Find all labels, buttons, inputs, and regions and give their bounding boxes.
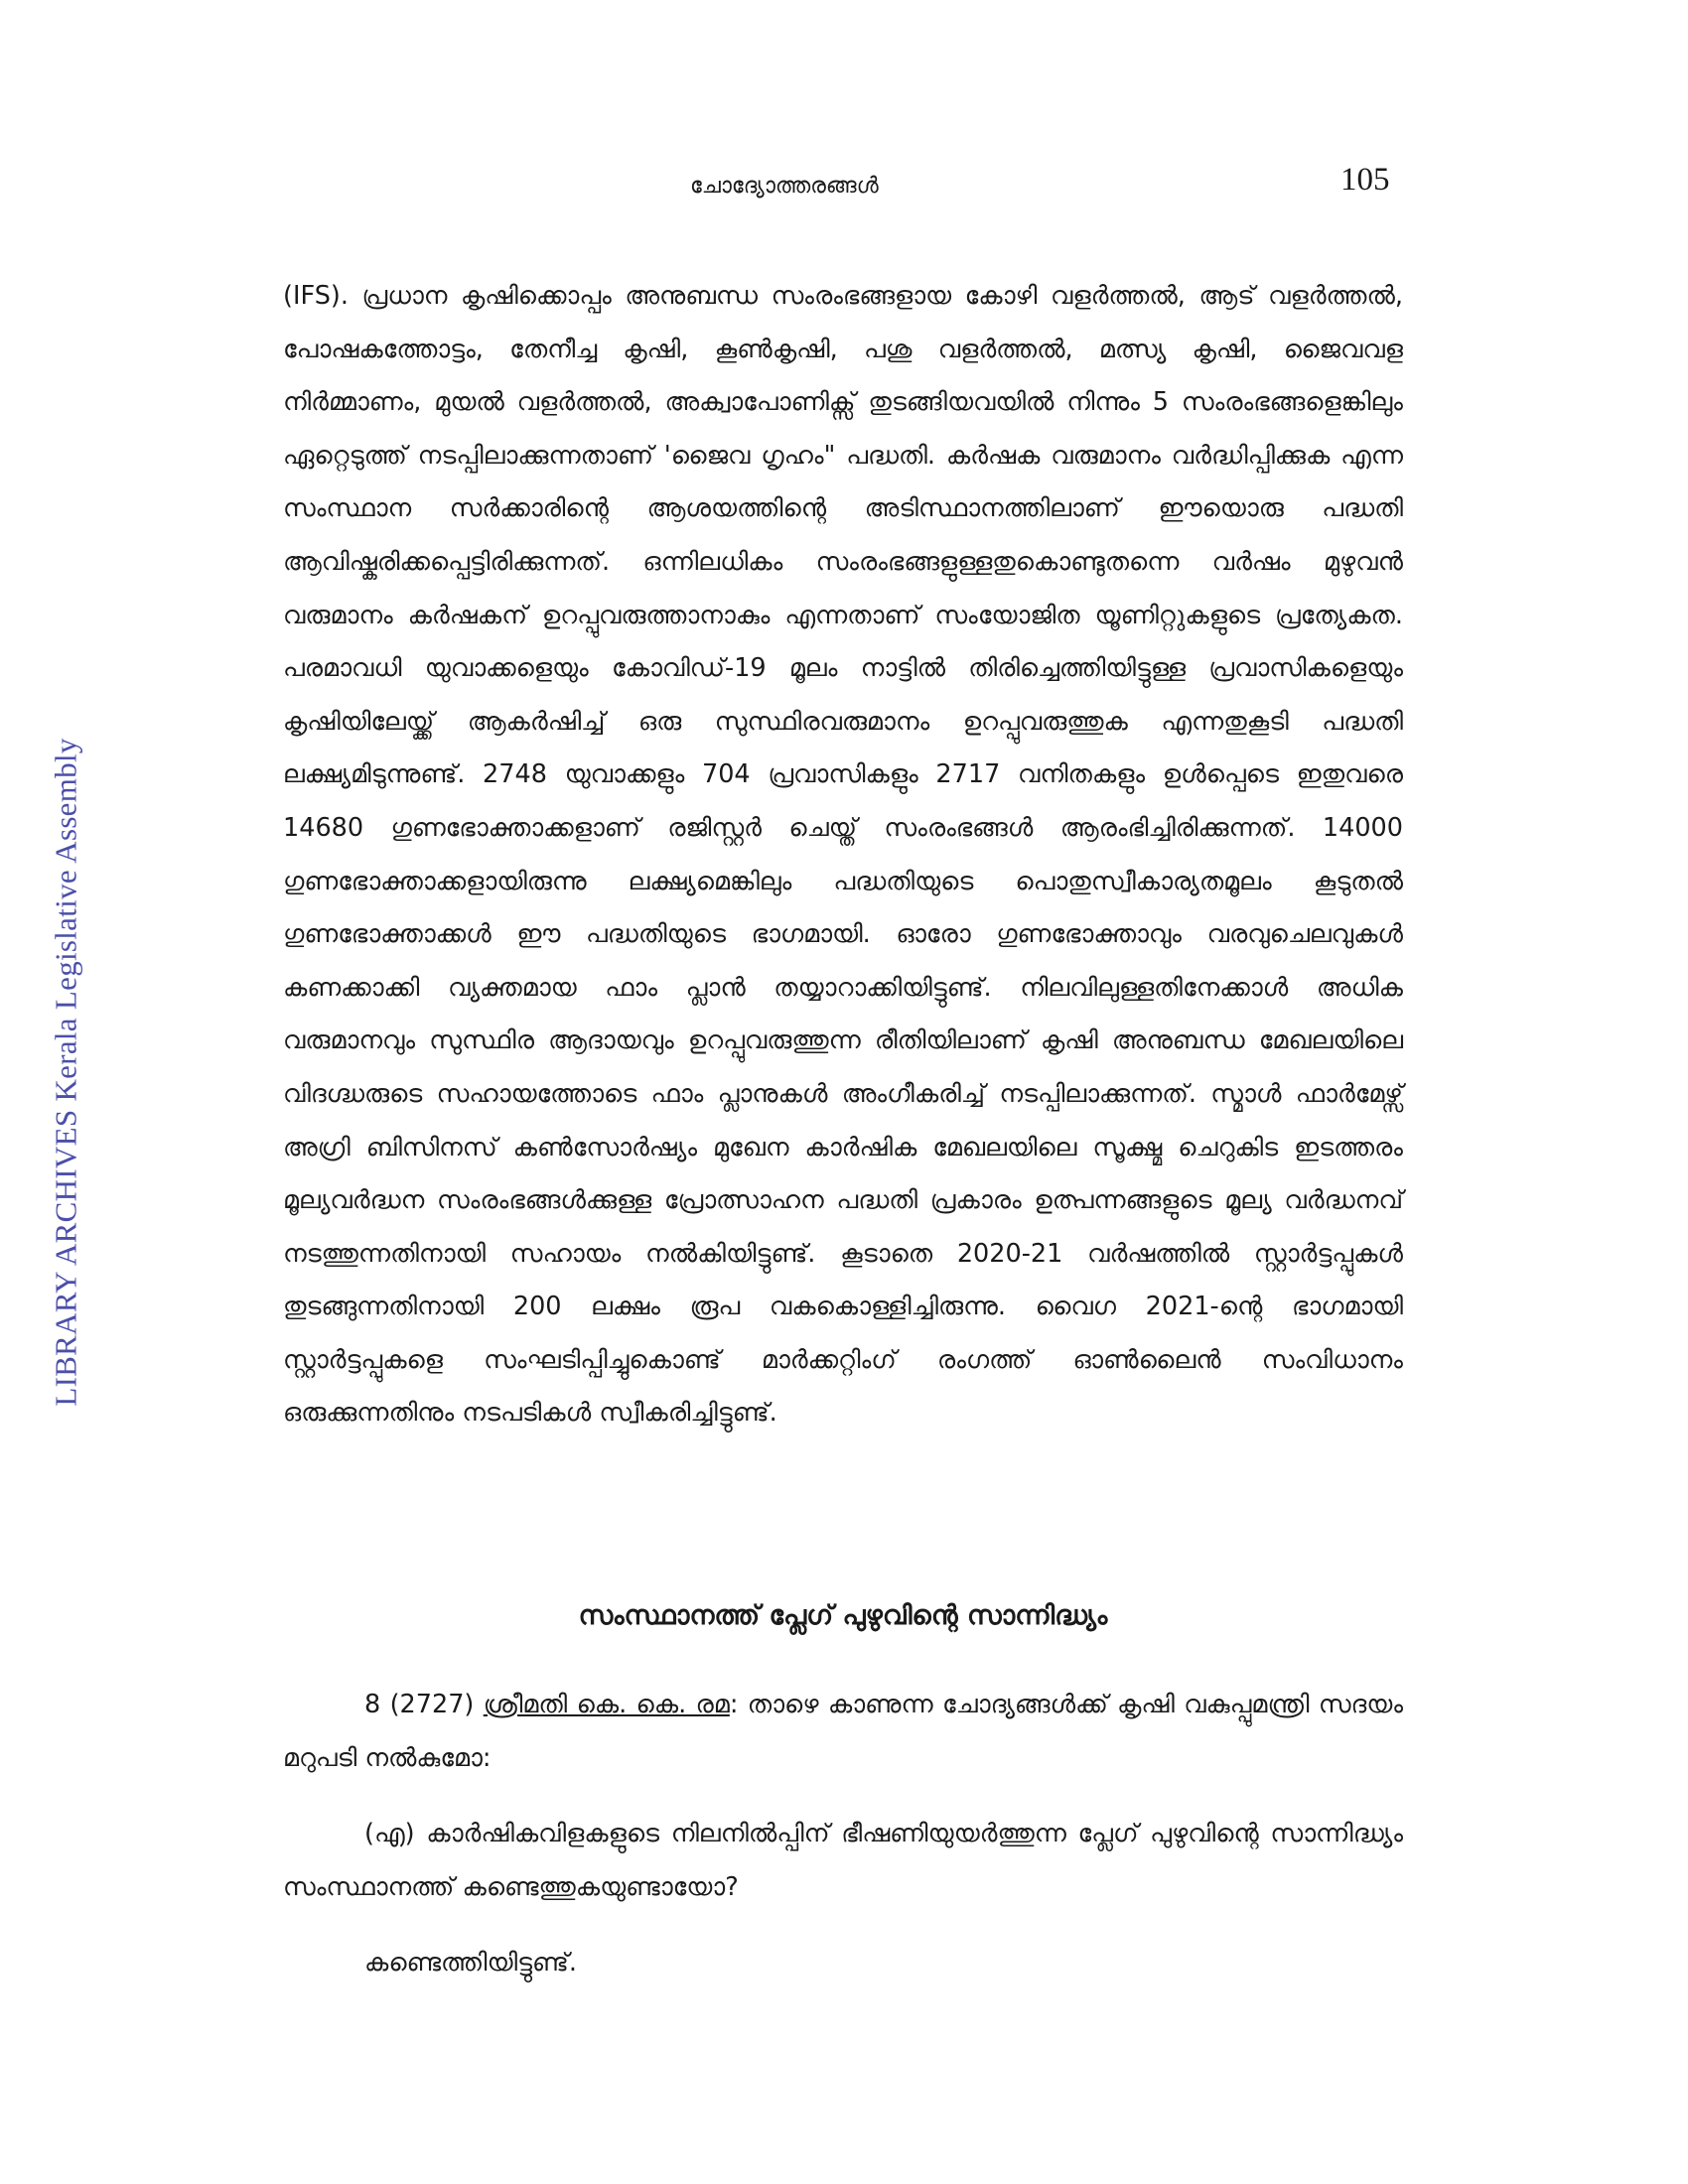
question-block (283, 1678, 1403, 1785)
sub-question: (എ) കാർഷികവിളകളുടെ നിലനിൽപ്പിന് ഭീഷണിയുയർത്തുന്ന പ്ലേഗ് പുഴുവിന്റെ സാന്നിദ്ധ്യം സംസ്ഥാനത്ത് കണ്ടെത്തുകയുണ്ടായോ? (283, 1819, 1403, 1902)
running-title: ചോദ്യോത്തരങ്ങൾ (690, 174, 879, 199)
main-body (283, 270, 1403, 1440)
section-heading: സംസ്ഥാനത്ത് പ്ലേഗ് പുഴുവിന്റെ സാന്നിദ്ധ്യം (578, 1600, 1108, 1631)
archive-watermark (42, 735, 91, 1410)
answer-text: കണ്ടെത്തിയിട്ടുണ്ട്. (364, 1948, 577, 1978)
question-number: 8 (2727) (364, 1690, 475, 1719)
page-number: 105 (1340, 162, 1390, 198)
watermark-text: LIBRARY ARCHIVES Kerala Legislative Assembly (49, 738, 84, 1407)
question-text: : താഴെ കാണുന്ന ചോദ്യങ്ങൾക്ക് കൃഷി വകുപ്പുമന്ത്രി സദയം മറുപടി നൽകുമോ: (283, 1690, 1404, 1773)
member-name: ശ്രീമതി കെ. കെ. രമ (483, 1690, 730, 1719)
body-paragraph: (IFS). പ്രധാന കൃഷിക്കൊപ്പം അനുബന്ധ സംരംഭങ്ങളായ കോഴി വളർത്തൽ, ആട് വളർത്തൽ, പോഷകത്തോട്ടം, തേനീച്ച കൃഷി, കൂൺകൃഷി, പശു വളർത്തൽ, മത്സ്യ കൃഷി, ജൈവവള നിർമ്മാണം, മുയൽ വളർത്തൽ, അക്വാപോണിക്സ് തുടങ്ങിയവയിൽ നിന്നും 5 സംരംഭങ്ങളെങ്കിലും ഏറ്റെടുത്ത് നടപ്പിലാക്കുന്നതാണ് 'ജൈവ ഗൃഹം" പദ്ധതി. കർഷക വരുമാനം വർദ്ധിപ്പിക്കുക എന്ന സംസ്ഥാന സർക്കാരിന്റെ ആശയത്തിന്റെ അടിസ്ഥാനത്തിലാണ് ഈയൊരു പദ്ധതി ആവിഷ്കരിക്കപ്പെട്ടിരിക്കുന്നത്. ഒന്നിലധികം സംരംഭങ്ങളുള്ളതുകൊണ്ടുതന്നെ വർഷം മുഴുവൻ വരുമാനം കർഷകന് ഉറപ്പുവരുത്താനാകും എന്നതാണ് സംയോജിത യൂണിറ്റുകളുടെ പ്രത്യേകത. പരമാവധി യുവാക്കളെയും കോവിഡ്-19 മൂലം നാട്ടിൽ തിരിച്ചെത്തിയിട്ടുള്ള പ്രവാസികളെയും കൃഷിയിലേയ്ക്ക് ആകർഷിച്ച് ഒരു സുസ്ഥിരവരുമാനം ഉറപ്പുവരുത്തുക എന്നതുകൂടി പദ്ധതി ലക്ഷ്യമിടുന്നുണ്ട്. 2748 യുവാക്കളും 704 പ്രവാസികളും 2717 വനിതകളും ഉൾപ്പെടെ ഇതുവരെ 14680 ഗുണഭോക്താക്കളാണ് രജിസ്റ്റർ ചെയ്ത് സംരംഭങ്ങൾ ആരംഭിച്ചിരിക്കുന്നത്. 14000 ഗുണഭോക്താക്കളായിരുന്നു ലക്ഷ്യമെങ്കിലും പദ്ധതിയുടെ പൊതുസ്വീകാര്യതമൂലം കൂടുതൽ ഗുണഭോക്താക്കൾ ഈ പദ്ധതിയുടെ ഭാഗമായി. ഓരോ ഗുണഭോക്താവും വരവുചെലവുകൾ കണക്കാക്കി വ്യക്തമായ ഫാം പ്ലാൻ തയ്യാറാക്കിയിട്ടുണ്ട്. നിലവിലുള്ളതിനേക്കാൾ അധിക വരുമാനവും സുസ്ഥിര ആദായവും ഉറപ്പുവരുത്തുന്ന രീതിയിലാണ് കൃഷി അനുബന്ധ മേഖലയിലെ വിദഗ്ദ്ധരുടെ സഹായത്തോടെ ഫാം പ്ലാനുകൾ അംഗീകരിച്ച് നടപ്പിലാക്കുന്നത്. സ്മാൾ ഫാർമേഴ്സ് അഗ്രി ബിസിനസ് കൺസോർഷ്യം മുഖേന കാർഷിക മേഖലയിലെ സൂക്ഷ്മ ചെറുകിട ഇടത്തരം മൂല്യവർദ്ധന സംരംഭങ്ങൾക്കുള്ള പ്രോത്സാഹന പദ്ധതി പ്രകാരം ഉത്പന്നങ്ങളുടെ മൂല്യ വർദ്ധനവ് നടത്തുന്നതിനായി സഹായം നൽകിയിട്ടുണ്ട്. കൂടാതെ 2020-21 വർഷത്തിൽ സ്റ്റാർട്ടപ്പുകൾ തുടങ്ങുന്നതിനായി 200 ലക്ഷം രൂപ വകകൊള്ളിച്ചിരുന്നു. വൈഗ 2021-ന്റെ ഭാഗമായി സ്റ്റാർട്ടപ്പുകളെ സംഘടിപ്പിച്ചുകൊണ്ട് മാർക്കറ്റിംഗ് രംഗത്ത് ഓൺലൈൻ സംവിധാനം ഒരുക്കുന്നതിനും നടപടികൾ സ്വീകരിച്ചിട്ടുണ്ട്. (283, 281, 1403, 1429)
